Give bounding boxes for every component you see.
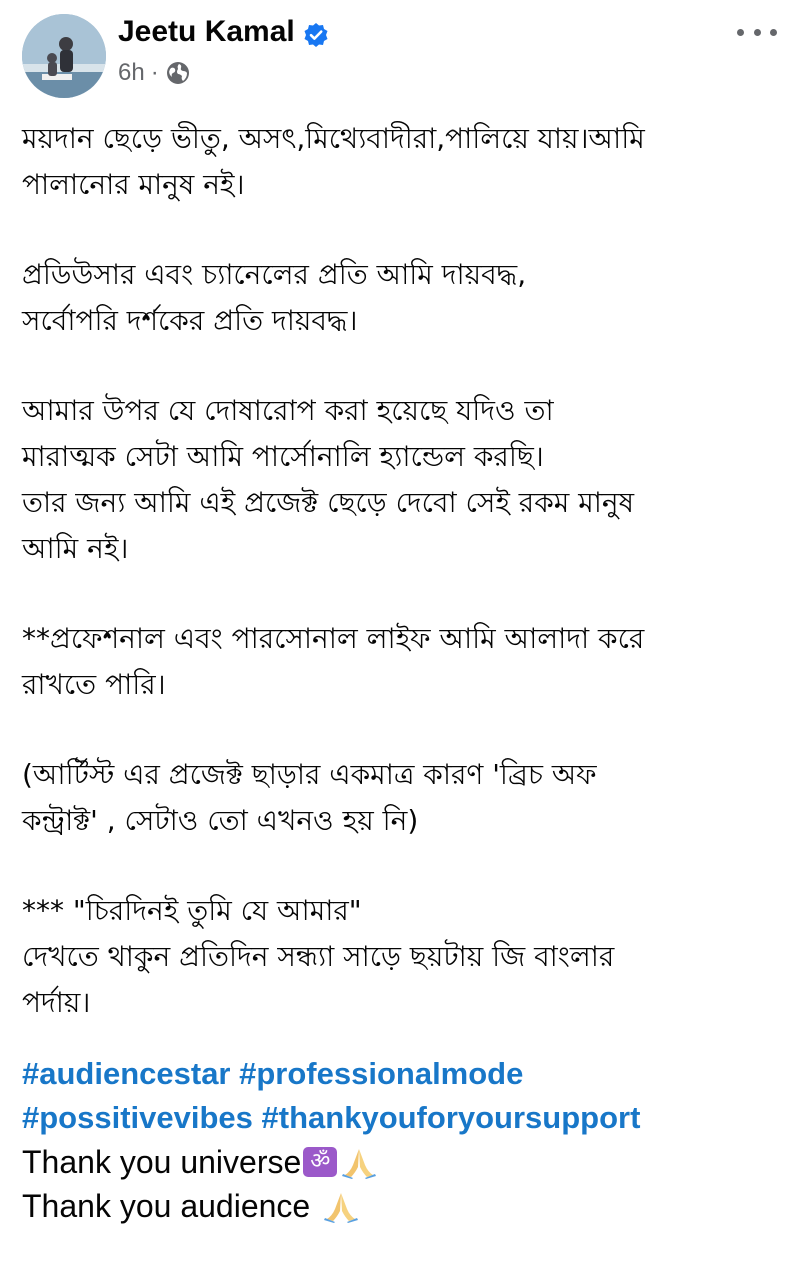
globe-icon[interactable]	[165, 60, 191, 86]
post-paragraph: প্রডিউসার এবং চ্যানেলের প্রতি আমি দায়বদ্ধ, সর্বোপরি দর্শকের প্রতি দায়বদ্ধ।	[22, 258, 527, 337]
more-options-button[interactable]	[737, 18, 777, 46]
thanks-audience-line	[22, 1184, 782, 1228]
post-time[interactable]: 6h	[118, 59, 145, 86]
meta-separator: ·	[150, 59, 159, 86]
post-meta	[118, 58, 191, 88]
thanks-universe-text: Thank you universe	[22, 1144, 302, 1180]
post-paragraph: আমার উপর যে দোষারোপ করা হয়েছে যদিও তা মারাত্মক সেটা আমি পার্সোনালি হ্যান্ডেল করছি। তার জন্য আমি এই প্রজেক্ট ছেড়ে দেবো সেই রকম মানুষ আমি নই।	[22, 394, 635, 565]
post-header	[0, 0, 799, 100]
post-paragraph: (আর্টিস্ট এর প্রজেক্ট ছাড়ার একমাত্র কারণ 'ব্রিচ অফ কন্ট্রাক্ট' , সেটাও তো এখনও হয় নি)	[22, 758, 597, 837]
hashtag-link[interactable]: #possitivevibes	[22, 1100, 253, 1135]
author-name[interactable]: Jeetu Kamal	[118, 15, 295, 48]
hashtag-link[interactable]: #audiencestar	[22, 1056, 231, 1091]
post-paragraph: ময়দান ছেড়ে ভীতু, অসৎ,মিথ্যেবাদীরা,পালিয়ে যায়।আমি পালানোর মানুষ নই।	[22, 122, 645, 201]
hashtag-link[interactable]: #professionalmode	[239, 1056, 524, 1091]
more-options-icon	[770, 29, 777, 36]
post-paragraph: *** "চিরদিনই তুমি যে আমার" দেখতে থাকুন প্রতিদিন সন্ধ্যা সাড়ে ছয়টায় জি বাংলার পর্দায়।	[22, 894, 615, 1019]
thanks-universe-line	[22, 1140, 782, 1184]
more-options-icon	[737, 29, 744, 36]
verified-badge-icon	[303, 19, 329, 45]
avatar-image	[22, 14, 106, 98]
hashtag-link[interactable]: #thankyouforyoursupport	[261, 1100, 641, 1135]
author-name-row	[118, 12, 329, 52]
thanks-audience-text: Thank you audience	[22, 1188, 320, 1224]
post-paragraph: **প্রফেশনাল এবং পারসোনাল লাইফ আমি আলাদা করে রাখতে পারি।	[22, 622, 645, 701]
more-options-icon	[754, 29, 761, 36]
avatar[interactable]	[22, 14, 106, 98]
om-symbol-icon: ॐ	[303, 1147, 337, 1177]
folded-hands-icon	[323, 1189, 359, 1223]
post-body	[22, 116, 782, 1228]
folded-hands-icon	[341, 1145, 377, 1179]
hashtag-list	[22, 1052, 782, 1140]
